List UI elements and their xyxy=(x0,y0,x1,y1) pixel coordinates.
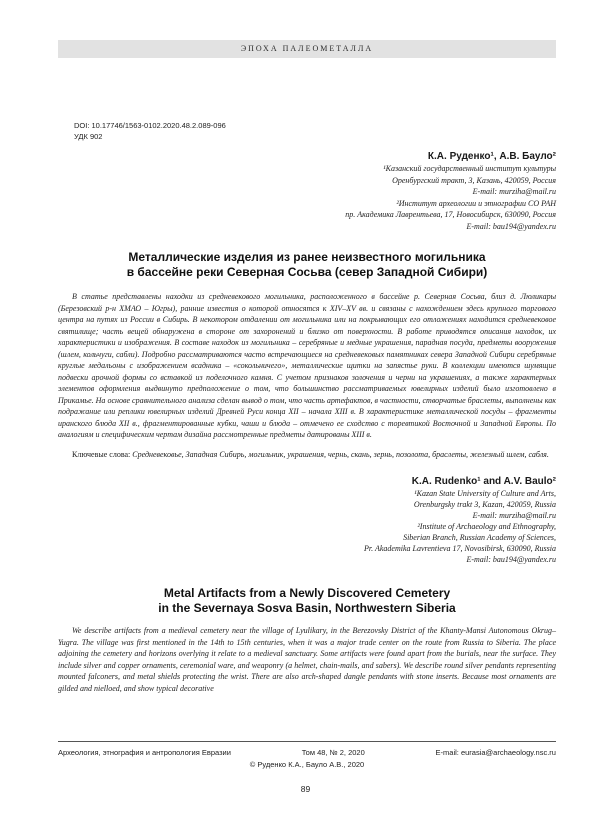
affiliation-email: E-mail: murziha@mail.ru xyxy=(472,511,556,520)
affiliation-line: ¹Казанский государственный институт культуры xyxy=(383,164,556,173)
affiliation-line: Siberian Branch, Russian Academy of Sciences, xyxy=(403,533,556,542)
abstract-russian: В статье представлены находки из средневекового могильника, расположенного в бассейне р. Северная Сосьва, близ д. Люликары (Березовский р-н ХМАО – Югры), ранние известия о которой относятся к XIV–XV вв. и связаны с нахождением здесь крупного торгового центра на путях из России в Сибирь. В некотором отдалении от могильника или на покрывающих его отложениях находится средневековое святилище; часть вещей обнаружена в стороне от захоронений и близко от поверхности. В работе приводятся описания находок, их характеристики и изображения. В составе находок из могильника – серебряные и медные украшения, парадная посуда, предметы вооружения (шлем, кольчуги, сабли). Подробно рассматриваются часто встречающиеся на средневековых памятниках севера Западной Сибири серебряные круглые медальоны с изображением всадника – «сокольничего», металлические щитки на запястье руки. В коллекции имеются шумящие подвески арочной формы со вставкой из поделочного камня. С учетом признаков золочения и черни на украшениях, а также характерных элементов оформления выдвинуто предположение о том, что большинство рассматриваемых ювелирных изделий было изготовлено в Прикамье. На основе сравнительного анализа сделан вывод о том, что часть артефактов, в частности, створчатые браслеты, выполнены как подражание или реплики ювелирных изделий Древней Руси конца XII – начала XIII в. В характеристике металлической посуды – фрагменты иранского блюда XII в., фрагментированные кубки, чаши и блюда – отмечено ее сходство с торевтикой Восточной и Западной Европы. По аналогиям и специфическим чертам дизайна рассмотренные предметы датированы XIII в. xyxy=(58,292,556,439)
page-number: 89 xyxy=(300,784,311,794)
affiliation-email: E-mail: bau194@yandex.ru xyxy=(466,555,556,564)
keywords-list: Средневековье, Западная Сибирь, могильник, украшения, чернь, скань, зернь, позолота, браслеты, железный шлем, сабля. xyxy=(132,449,549,459)
authors-english: K.A. Rudenko¹ and A.V. Baulo² xyxy=(411,476,556,487)
article-title-russian xyxy=(58,250,556,280)
affiliation-line: ¹Kazan State University of Culture and Arts, xyxy=(414,489,556,498)
authors-russian: К.А. Руденко¹, А.В. Бауло² xyxy=(427,151,556,162)
doi-text: DOI: 10.17746/1563-0102.2020.48.2.089-096 xyxy=(74,121,226,130)
journal-name: Археология, этнография и антропология Евразии xyxy=(58,748,231,757)
title-line: Металлические изделия из ранее неизвестного могильника xyxy=(128,250,486,264)
article-meta xyxy=(74,120,556,142)
article-title-english xyxy=(58,586,556,616)
affiliation-line: ²Институт археологии и этнографии СО РАН xyxy=(396,198,556,208)
affiliation-line: Orenburgsky trakt 3, Kazan, 420059, Russia xyxy=(413,500,556,509)
udk-text: УДК 902 xyxy=(74,132,103,141)
section-banner: ЭПОХА ПАЛЕОМЕТАЛЛА xyxy=(58,40,556,58)
affiliations-english xyxy=(58,488,556,565)
page-footer xyxy=(58,741,556,770)
abstract-english: We describe artifacts from a medieval cemetery near the village of Lyulikary, in the Berezovsky District of the Khanty-Mansi Autonomous Okrug–Yugra. The village was first mentioned in the 14th to 15th centuries, when it was a major trade center on the route from Russia to Siberia. The place adjoining the cemetery and horizons overlying it relate to a medieval sanctuary. Some artifacts were found apart from the burials, near the surface. They include silver and copper ornaments, ceremonial ware, and weaponry (a helmet, chain-mails, and sabers). We describe round silver pendants representing mounted falconers, and metal shields protecting the wrist. There are also arch-shaped dangle pendants with stone inserts. Because most ornaments are gilded and nielloed, and show typical decorative xyxy=(58,626,556,693)
page-content xyxy=(58,0,556,702)
title-line: in the Severnaya Sosva Basin, Northwestern Siberia xyxy=(158,601,456,615)
affiliation-line: Оренбургский тракт, 3, Казань, 420059, Россия xyxy=(392,175,556,185)
copyright-line: © Руденко К.А., Бауло А.В., 2020 xyxy=(249,760,365,769)
footer-journal-row xyxy=(58,747,556,758)
affiliations-russian xyxy=(58,163,556,232)
affiliation-line: ²Institute of Archaeology and Ethnography, xyxy=(417,522,556,531)
affiliation-line: пр. Академика Лаврентьева, 17, Новосибирск, 630090, Россия xyxy=(345,210,556,219)
title-line: Metal Artifacts from a Newly Discovered Cemetery xyxy=(163,586,451,600)
keywords-label: Ключевые слова: xyxy=(72,449,131,459)
journal-email: E-mail: eurasia@archaeology.nsc.ru xyxy=(435,748,556,757)
title-line: в бассейне реки Северная Сосьва (север Западной Сибири) xyxy=(126,265,488,279)
affiliation-email: E-mail: bau194@yandex.ru xyxy=(466,221,556,231)
keywords-russian xyxy=(58,449,556,461)
affiliation-email: E-mail: murziha@mail.ru xyxy=(472,187,556,196)
affiliation-line: Pr. Akademika Lavrentieva 17, Novosibirsk, 630090, Russia xyxy=(364,544,556,553)
journal-issue: Том 48, № 2, 2020 xyxy=(301,748,365,757)
